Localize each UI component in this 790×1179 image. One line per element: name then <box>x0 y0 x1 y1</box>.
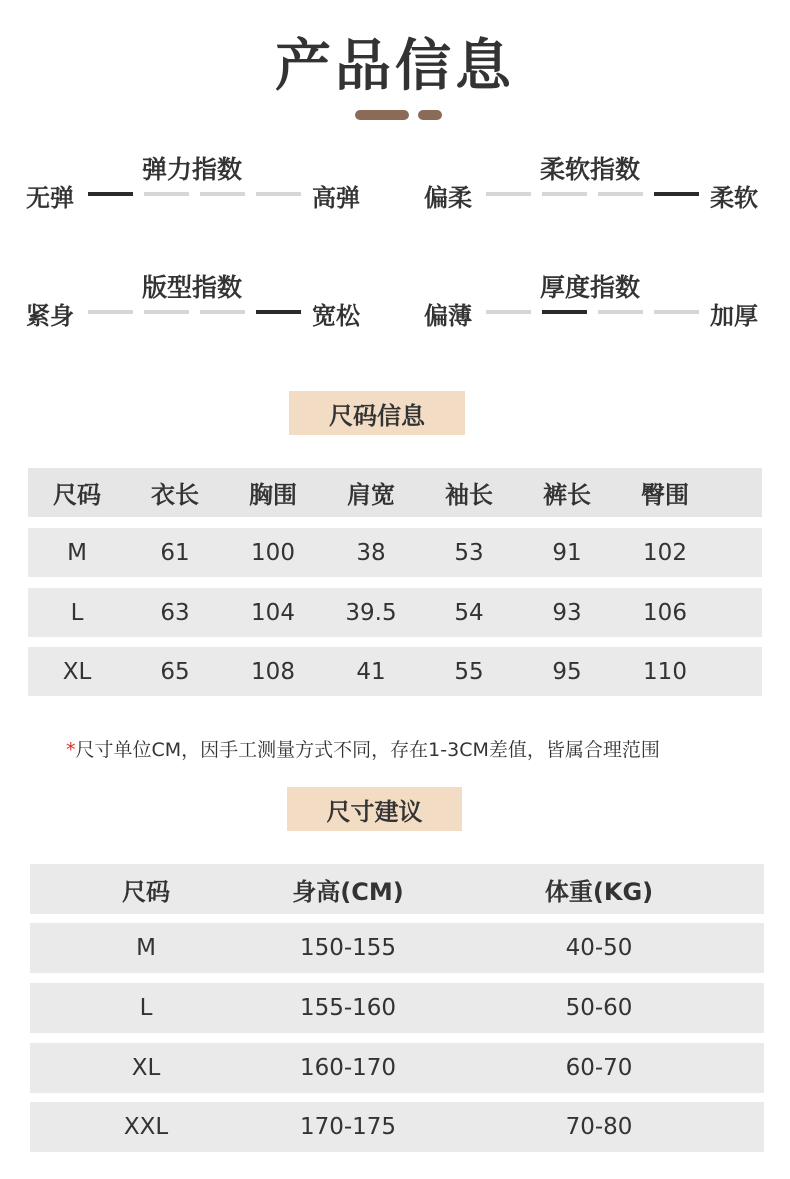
index-segment <box>144 310 189 314</box>
table-cell: M <box>67 539 87 566</box>
table-cell: 38 <box>356 539 386 566</box>
header-cell: 裤长 <box>543 481 591 509</box>
table-row <box>30 1043 764 1093</box>
index-segment <box>654 192 699 196</box>
header-cell: 胸围 <box>249 481 297 509</box>
table-cell: L <box>70 599 84 626</box>
index-segment <box>88 310 133 314</box>
index-segment <box>486 310 531 314</box>
table-cell: 95 <box>552 658 582 685</box>
index-high-label: 宽松 <box>312 302 360 330</box>
table-cell: 61 <box>160 539 190 566</box>
elasticity-index <box>26 150 406 220</box>
table-row <box>28 588 762 637</box>
header-cell: 臀围 <box>641 481 689 509</box>
table-cell: 102 <box>643 539 687 566</box>
title-underline-short <box>418 110 442 120</box>
note-text: 尺寸单位CM，因手工测量方式不同，存在1-3CM差值，皆属合理范围 <box>75 739 660 761</box>
index-segment <box>256 192 301 196</box>
table-cell: 60-70 <box>565 1055 633 1081</box>
index-low-label: 无弹 <box>26 184 74 212</box>
table-cell: 93 <box>552 599 582 626</box>
index-segment <box>654 310 699 314</box>
table-cell: 150-155 <box>299 935 397 961</box>
index-segment <box>542 310 587 314</box>
size-advice-header <box>30 864 764 914</box>
header-cell: 尺码 <box>53 481 101 509</box>
table-cell: M <box>136 935 156 961</box>
title-underline-long <box>355 110 409 120</box>
index-segment <box>88 192 133 196</box>
table-cell: 155-160 <box>299 995 397 1021</box>
table-row <box>30 923 764 973</box>
table-cell: 63 <box>160 599 190 626</box>
table-cell: L <box>139 995 153 1021</box>
header-cell: 袖长 <box>445 481 493 509</box>
table-cell: XL <box>62 658 92 685</box>
table-cell: 106 <box>643 599 687 626</box>
index-segment <box>200 192 245 196</box>
measurement-note <box>66 735 660 762</box>
index-name: 版型指数 <box>142 273 243 302</box>
index-name: 弹力指数 <box>142 155 243 184</box>
header-cell: 肩宽 <box>347 481 395 509</box>
table-row <box>28 528 762 577</box>
index-high-label: 柔软 <box>710 184 758 212</box>
table-cell: 110 <box>643 658 687 685</box>
table-cell: 104 <box>251 599 295 626</box>
header-cell: 体重(KG) <box>544 877 654 906</box>
table-cell: XXL <box>123 1114 169 1140</box>
table-row <box>30 1102 764 1152</box>
table-cell: 54 <box>454 599 484 626</box>
table-cell: 108 <box>251 658 295 685</box>
header-cell: 衣长 <box>151 481 199 509</box>
table-cell: 39.5 <box>345 599 397 626</box>
note-asterisk: * <box>66 739 76 761</box>
table-cell: XL <box>131 1055 161 1081</box>
table-cell: 170-175 <box>299 1114 397 1140</box>
index-segment <box>200 310 245 314</box>
index-segment <box>256 310 301 314</box>
page-title: 产品信息 <box>275 34 515 99</box>
index-high-label: 高弹 <box>312 184 360 212</box>
table-cell: 65 <box>160 658 190 685</box>
index-segment <box>542 192 587 196</box>
table-cell: 53 <box>454 539 484 566</box>
table-cell: 55 <box>454 658 484 685</box>
index-low-label: 偏薄 <box>424 302 472 330</box>
table-row <box>28 647 762 696</box>
size-info-header <box>28 468 762 517</box>
size-advice-label: 尺寸建议 <box>287 787 462 831</box>
index-segment <box>144 192 189 196</box>
index-name: 厚度指数 <box>540 273 641 302</box>
size-info-label: 尺码信息 <box>289 391 465 435</box>
table-cell: 100 <box>251 539 295 566</box>
thickness-index <box>424 268 790 338</box>
index-low-label: 紧身 <box>26 302 74 330</box>
table-cell: 160-170 <box>299 1055 397 1081</box>
table-cell: 70-80 <box>565 1114 633 1140</box>
index-name: 柔软指数 <box>540 155 641 184</box>
table-cell: 40-50 <box>565 935 633 961</box>
index-segment <box>598 192 643 196</box>
softness-index <box>424 150 790 220</box>
index-segment <box>598 310 643 314</box>
fit-index <box>26 268 406 338</box>
table-cell: 41 <box>356 658 386 685</box>
table-cell: 91 <box>552 539 582 566</box>
index-high-label: 加厚 <box>710 302 758 330</box>
index-low-label: 偏柔 <box>424 184 472 212</box>
index-segment <box>486 192 531 196</box>
table-row <box>30 983 764 1033</box>
header-cell: 尺码 <box>122 877 170 906</box>
table-cell: 50-60 <box>565 995 633 1021</box>
header-cell: 身高(CM) <box>292 877 404 906</box>
